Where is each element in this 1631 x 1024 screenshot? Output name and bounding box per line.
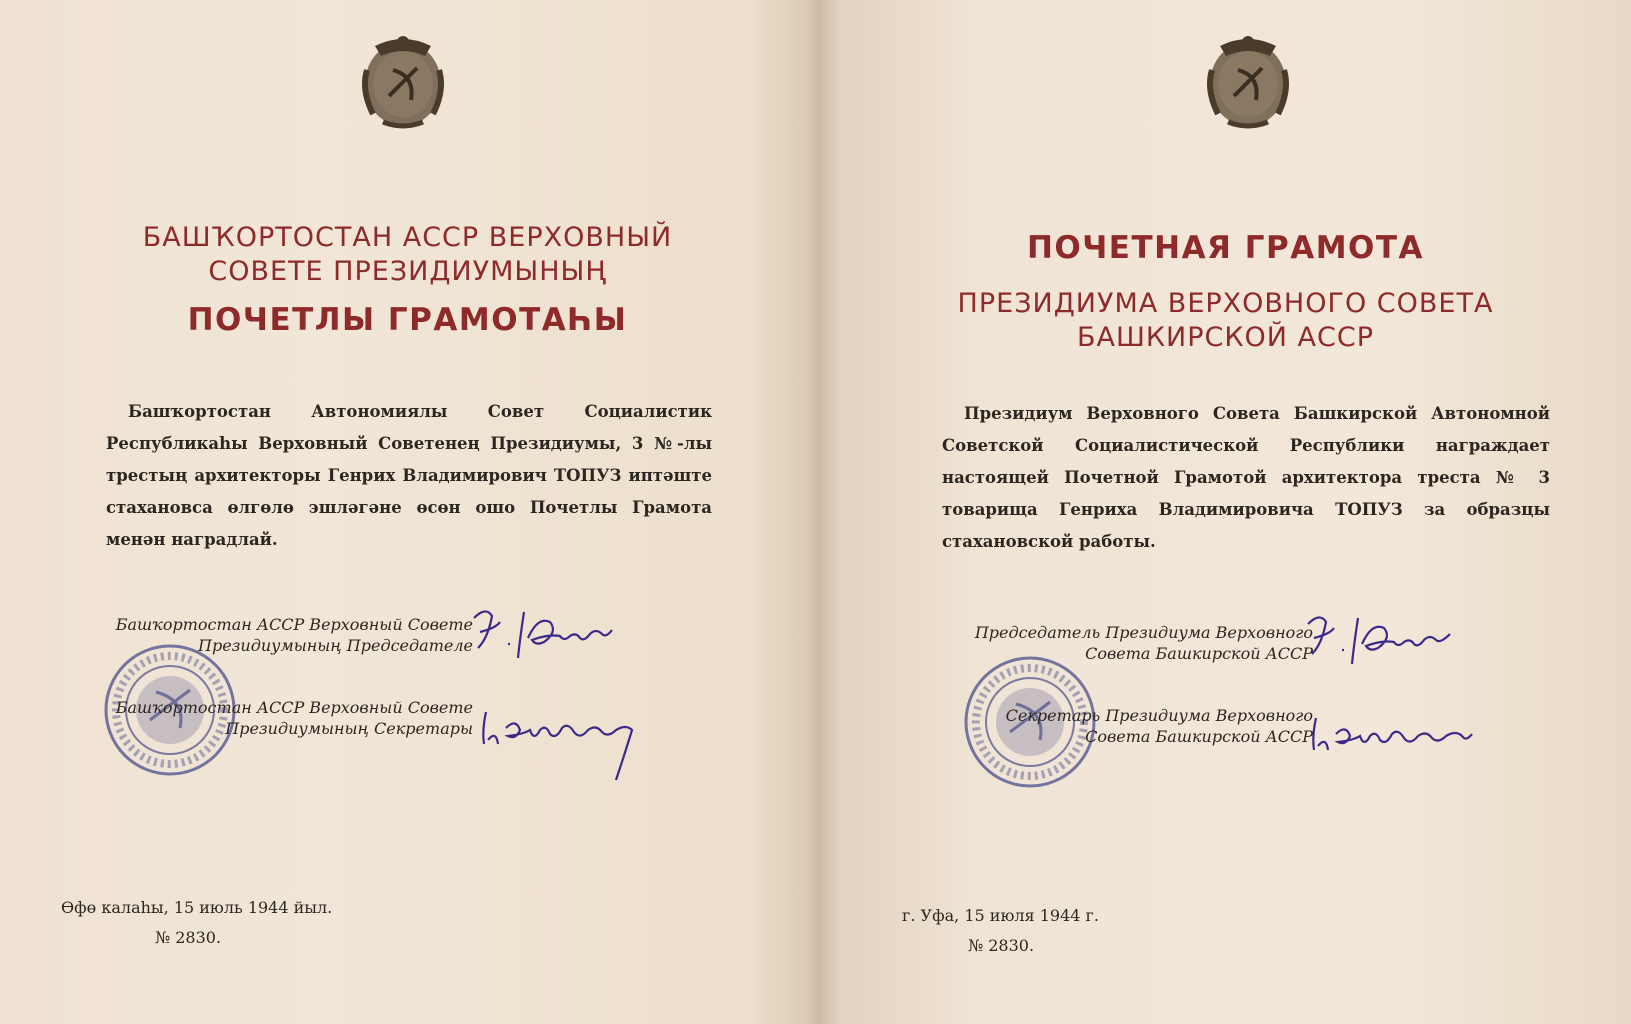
- chairman-title: Башҡортостан АССР Верховный Советe Президиумының Председателе: [115, 615, 473, 655]
- document-title: ПОЧЕТЛЫ ГРАМОТАҺЫ: [187, 302, 628, 338]
- state-emblem-icon: [353, 30, 453, 134]
- secretary-title: Секретарь Президиума Верховного Совета Башкирской АССР: [1005, 706, 1313, 746]
- award-text: Башҡортостан Автономиялы Совет Социалистик Республикаһы Верховный Советенең Президиумы, 3 №-лы трестың архитекторы Генрих Владимирович ТОПУЗ иптәште стахановса өлгөлө эшләгәне өсөн ошо Почетлы Грамота менән наградлай.: [106, 402, 712, 549]
- chairman-signature: [1300, 604, 1470, 684]
- chairman-title: Председатель Президиума Верховного Совета Башкирской АССР: [974, 623, 1313, 663]
- document-number: № 2830.: [968, 936, 1035, 955]
- left-page: [0, 0, 815, 1024]
- heading-line-2: БАШКИРСКОЙ АССР: [1076, 322, 1375, 353]
- heading-line-2: СОВЕТЕ ПРЕЗИДИУМЫНЫҢ: [208, 256, 607, 287]
- heading-line-1: ПРЕЗИДИУМА ВЕРХОВНОГО СОВЕТА: [957, 288, 1494, 319]
- secretary-signature: [476, 700, 666, 790]
- chairman-signature: [466, 598, 626, 678]
- place-date: г. Уфа, 15 июля 1944 г.: [902, 906, 1100, 925]
- heading-line-1: БАШҠОРТОСТАН АССР ВЕРХОВНЫЙ: [142, 222, 673, 253]
- secretary-title: Башҡортостан АССР Верховный Советe Президиумының Секретары: [115, 698, 473, 738]
- place-date: Өфө калаһы, 15 июль 1944 йыл.: [61, 898, 333, 917]
- document-number: № 2830.: [155, 928, 222, 947]
- state-emblem-icon: [1198, 30, 1298, 134]
- award-text: Президиум Верховного Совета Башкирской Автономной Советской Социалистической Республики награждает настоящей Почетной Грамотой архитектора треста № 3 товарища Генриха Владимировича ТОПУЗ за образцы стахановской работы.: [942, 404, 1550, 551]
- right-page: [820, 0, 1631, 1024]
- secretary-signature: [1306, 706, 1486, 766]
- document-title: ПОЧЕТНАЯ ГРАМОТА: [1026, 230, 1425, 266]
